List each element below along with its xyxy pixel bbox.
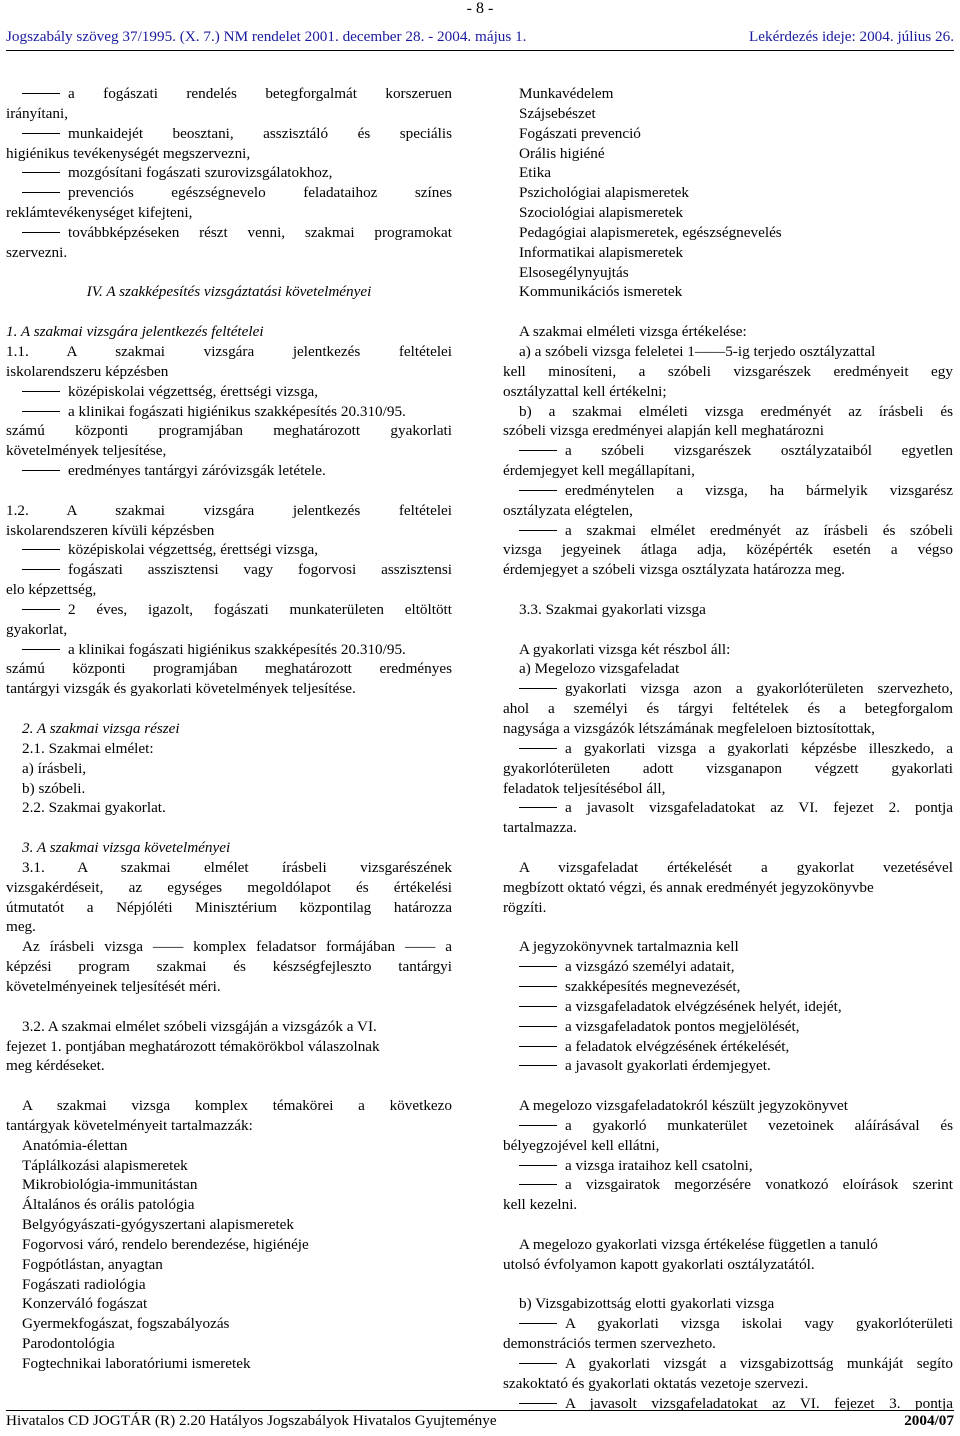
text-line: Szájsebészet <box>519 104 596 122</box>
list-item-line: mozgósítani fogászati szurovizsgálatokhoz, <box>6 163 452 183</box>
text-line: IV. A szakképesítés vizsgáztatási követelményei <box>86 283 372 301</box>
text-line: elo képzettség, <box>6 581 97 599</box>
list-item-line: A gyakorlati vizsgát a vizsgabizottság munkáját segíto <box>503 1354 953 1374</box>
list-item-line: a vizsgázó személyi adatait, <box>503 957 953 977</box>
paragraph-gap <box>503 1275 953 1295</box>
text-line: Szociológiai alapismeretek <box>519 204 684 222</box>
paragraph-gap <box>503 1215 953 1235</box>
text-line: érdemjegyet kell megállapítani, <box>503 462 695 480</box>
left-column <box>6 84 452 1374</box>
paragraph-gap <box>6 997 452 1017</box>
text-line: osztályzata elégtelen, <box>503 501 633 519</box>
paragraph-gap <box>6 263 452 283</box>
text-line: 1. A szakmai vizsgára jelentkezés feltételei <box>6 323 264 341</box>
page-number: - 8 - <box>466 0 494 17</box>
text-line: számú központi programjában meghatározott gyakorlati <box>6 422 452 440</box>
text-line: követelményeinek teljesítését méri. <box>6 977 221 995</box>
text-line: 3.1. A szakmai elmélet írásbeli vizsgarészének <box>22 858 452 876</box>
text-line: irányítani, <box>6 104 68 122</box>
header-rule <box>6 50 954 51</box>
list-item-line: a szóbeli vizsgarészek osztályzataiból egyetlen <box>503 441 953 461</box>
list-item-line: a klinikai fogászati higiénikus szakképesítés 20.310/95. <box>6 640 452 660</box>
list-item-line: a fogászati rendelés betegforgalmát korszeruen <box>6 84 452 104</box>
text-line: Pedagógiai alapismeretek, egészségnevelés <box>519 223 782 241</box>
list-item-line: a vizsgairatok megorzésére vonatkozó eloírások szerint <box>503 1175 953 1195</box>
text-line: reklámtevékenységet kifejteni, <box>6 204 193 222</box>
text-line: Mikrobiológia-immunitástan <box>22 1176 198 1194</box>
text-line: megbízott oktató végzi, és annak eredményét jegyzokönyvbe <box>503 878 874 896</box>
text-line: a) Megelozo vizsgafeladat <box>519 660 680 678</box>
text-line: tantárgyi vizsgák és gyakorlati követelmények teljesítése. <box>6 680 356 698</box>
text-line: meg. <box>6 918 36 936</box>
text-line: A gyakorlati vizsga két részbol áll: <box>519 640 731 658</box>
list-item-line: középiskolai végzettség, érettségi vizsga, <box>6 382 452 402</box>
list-item-line: középiskolai végzettség, érettségi vizsga, <box>6 540 452 560</box>
list-item-line: szakképesítés megnevezését, <box>503 977 953 997</box>
list-item-line: a gyakorlati vizsga a gyakorlati képzésbe illeszkedo, a <box>503 739 953 759</box>
list-item-line: a vizsgafeladatok elvégzésének helyét, idejét, <box>503 997 953 1017</box>
text-line: Az írásbeli vizsga —— komplex feladatsor formájában —— a <box>22 938 452 956</box>
list-item-line: A javasolt vizsgafeladatokat az VI. fejezet 3. pontja <box>503 1394 953 1414</box>
footer-edition: 2004/07 <box>904 1412 954 1429</box>
text-line: kell kezelni. <box>503 1196 578 1214</box>
list-item-line: a javasolt gyakorlati érdemjegyet. <box>503 1056 953 1076</box>
paragraph-gap <box>503 302 953 322</box>
list-item-line: gyakorlati vizsga azon a gyakorlóterületen szervezheto, <box>503 679 953 699</box>
list-item-line: a gyakorló munkaterület vezetoinek aláírásával és <box>503 1116 953 1136</box>
text-line: Kommunikációs ismeretek <box>519 283 683 301</box>
paragraph-gap <box>503 917 953 937</box>
text-line: A szakmai vizsga komplex témakörei a következo <box>22 1097 452 1115</box>
text-line: 1.1. A szakmai vizsgára jelentkezés feltételei <box>6 342 452 360</box>
list-item-line: a vizsga irataihoz kell csatolni, <box>503 1156 953 1176</box>
text-line: b) Vizsgabizottság elotti gyakorlati vizsga <box>519 1295 775 1313</box>
list-item-line: továbbképzéseken részt venni, szakmai programokat <box>6 223 452 243</box>
text-line: Fogtechnikai laboratóriumi ismeretek <box>22 1355 251 1372</box>
text-line: A megelozo vizsgafeladatokról készült jegyzokönyvet <box>519 1097 848 1115</box>
paragraph-gap <box>503 580 953 600</box>
text-line: A megelozo gyakorlati vizsga értékelése független a tanuló <box>519 1235 878 1253</box>
text-line: Pszichológiai alapismeretek <box>519 184 689 202</box>
text-line: Munkavédelem <box>519 85 614 102</box>
list-item-line: fogászati asszisztensi vagy fogorvosi asszisztensi <box>6 560 452 580</box>
paragraph-gap <box>6 699 452 719</box>
text-line: tantárgyak követelményeit tartalmazzák: <box>6 1116 253 1134</box>
text-line: érdemjegyet a szóbeli vizsga osztályzata határozza meg. <box>503 561 845 579</box>
text-line: szervezni. <box>6 243 68 261</box>
list-item-line: prevenciós egészségnevelo feladataihoz színes <box>6 183 452 203</box>
text-line: gyakorlat, <box>6 620 68 638</box>
paragraph-gap <box>503 838 953 858</box>
text-line: 3. A szakmai vizsga követelményei <box>22 839 231 857</box>
text-line: A szakmai elméleti vizsga értékelése: <box>519 323 747 341</box>
text-line: Fogászati prevenció <box>519 124 641 142</box>
text-line: vizsga jegyeinek átlaga adja, középérték esetén a végso <box>503 541 953 559</box>
text-line: 2.2. Szakmai gyakorlat. <box>22 799 166 817</box>
text-line: tartalmazza. <box>503 819 577 837</box>
text-line: A jegyzokönyvnek tartalmaznia kell <box>519 938 739 956</box>
list-item-line: a feladatok elvégzésének értékelését, <box>503 1037 953 1057</box>
running-footer <box>6 1412 954 1430</box>
paragraph-gap <box>503 620 953 640</box>
text-line: számú központi programjában meghatározott eredményes <box>6 660 452 678</box>
text-line: a) a szóbeli vizsga feleletei 1——5-ig terjedo osztályzattal <box>519 342 876 360</box>
text-line: 2.1. Szakmai elmélet: <box>22 739 154 757</box>
text-line: 3.3. Szakmai gyakorlati vizsga <box>519 600 706 618</box>
text-line: 2. A szakmai vizsga részei <box>22 720 180 737</box>
paragraph-gap <box>503 1076 953 1096</box>
text-line: útmutatót a Népjóléti Minisztérium központilag határozza <box>6 898 452 916</box>
text-line: nagysága a vizsgázók létszámának megfeleloen biztosítottak, <box>503 720 875 737</box>
text-line: Elsosegélynyujtás <box>519 263 629 281</box>
text-line: szóbeli vizsga eredményei alapján kell meghatározni <box>503 422 824 440</box>
text-line: Fogpótlástan, anyagtan <box>22 1255 163 1273</box>
text-line: higiénikus tevékenységét megszervezni, <box>6 144 251 162</box>
footer-rule <box>6 1410 954 1411</box>
text-line: fejezet 1. pontjában meghatározott témakörökbol válaszolnak <box>6 1037 380 1055</box>
text-line: Belgyógyászati-gyógyszertani alapismeretek <box>22 1216 295 1234</box>
list-item-line: A gyakorlati vizsga iskolai vagy gyakorlóterületi <box>503 1314 953 1334</box>
text-line: Konzerváló fogászat <box>22 1295 148 1313</box>
text-line: szakoktató és gyakorlati oktatás vezetoje szervezi. <box>503 1374 809 1392</box>
text-line: Táplálkozási alapismeretek <box>22 1156 188 1174</box>
text-line: a) írásbeli, <box>22 759 87 777</box>
text-line: 1.2. A szakmai vizsgára jelentkezés feltételei <box>6 501 452 519</box>
list-item-line: a szakmai elmélet eredményét az írásbeli és szóbeli <box>503 521 953 541</box>
header-query-date: Lekérdezés ideje: 2004. július 26. <box>749 28 954 45</box>
text-line: utolsó évfolyamon kapott gyakorlati osztályzatától. <box>503 1255 815 1273</box>
text-line: Általános és orális patológia <box>22 1196 195 1214</box>
text-line: Anatómia-élettan <box>22 1136 128 1154</box>
list-item-line: a klinikai fogászati higiénikus szakképesítés 20.310/95. <box>6 402 452 422</box>
text-line: Informatikai alapismeretek <box>519 243 684 261</box>
text-line: iskolarendszeru képzésben <box>6 362 169 380</box>
text-line: Etika <box>519 164 552 182</box>
right-column <box>503 84 953 1414</box>
text-line: 3.2. A szakmai elmélet szóbeli vizsgáján a vizsgázók a VI. <box>22 1017 377 1035</box>
running-header <box>6 28 954 46</box>
list-item-line: a vizsgafeladatok pontos megjelölését, <box>503 1017 953 1037</box>
text-line: kell minosíteni, a szóbeli vizsgarészek eredményeit egy <box>503 362 953 380</box>
text-line: Fogászati radiológia <box>22 1275 146 1293</box>
text-line: Fogorvosi váró, rendelo berendezése, higiénéje <box>22 1235 309 1253</box>
text-line: vizsgakérdéseit, az egységes megoldólapot és értékelési <box>6 878 452 896</box>
text-line: feladatok teljesítésébol áll, <box>503 779 666 797</box>
text-line: demonstrációs termen szervezheto. <box>503 1335 716 1353</box>
list-item-line: munkaidejét beosztani, asszisztáló és speciális <box>6 124 452 144</box>
text-line: Gyermekfogászat, fogszabályozás <box>22 1315 230 1333</box>
text-line: b) szóbeli. <box>22 779 86 797</box>
list-item-line: eredményes tantárgyi záróvizsgák letétele. <box>6 461 452 481</box>
paragraph-gap <box>6 302 452 322</box>
text-line: képzési program szakmai és készségfejleszto tantárgyi <box>6 958 452 976</box>
list-item-line: a javasolt vizsgafeladatokat az VI. fejezet 2. pontja <box>503 798 953 818</box>
text-line: meg kérdéseket. <box>6 1057 105 1075</box>
text-line: b) a szakmai elméleti vizsga eredményét az írásbeli és <box>519 402 953 420</box>
paragraph-gap <box>6 1076 452 1096</box>
text-line: bélyegzojével kell ellátni, <box>503 1136 660 1154</box>
list-item-line: eredménytelen a vizsga, ha bármelyik vizsgarész <box>503 481 953 501</box>
footer-source: Hivatalos CD JOGTÁR (R) 2.20 Hatályos Jogszabályok Hivatalos Gyujteménye <box>6 1412 497 1429</box>
text-line: iskolarendszeren kívüli képzésben <box>6 521 215 539</box>
paragraph-gap <box>6 481 452 501</box>
text-line: A vizsgafeladat értékelését a gyakorlat vezetésével <box>519 858 953 876</box>
header-citation: Jogszabály szöveg 37/1995. (X. 7.) NM rendelet 2001. december 28. - 2004. május 1. <box>6 28 527 45</box>
text-line: rögzíti. <box>503 898 547 916</box>
paragraph-gap <box>6 818 452 838</box>
text-line: gyakorlóterületen adott vizsganapon végzett gyakorlati <box>503 759 953 777</box>
text-line: Parodontológia <box>22 1335 115 1353</box>
text-line: ahol a személyi és tárgyi feltételek és a betegforgalom <box>503 700 953 718</box>
list-item-line: 2 éves, igazolt, fogászati munkaterületen eltöltött <box>6 600 452 620</box>
text-line: követelmények teljesítése, <box>6 442 167 460</box>
text-line: Orális higiéné <box>519 144 605 162</box>
text-line: osztályzattal kell értékelni; <box>503 382 667 400</box>
